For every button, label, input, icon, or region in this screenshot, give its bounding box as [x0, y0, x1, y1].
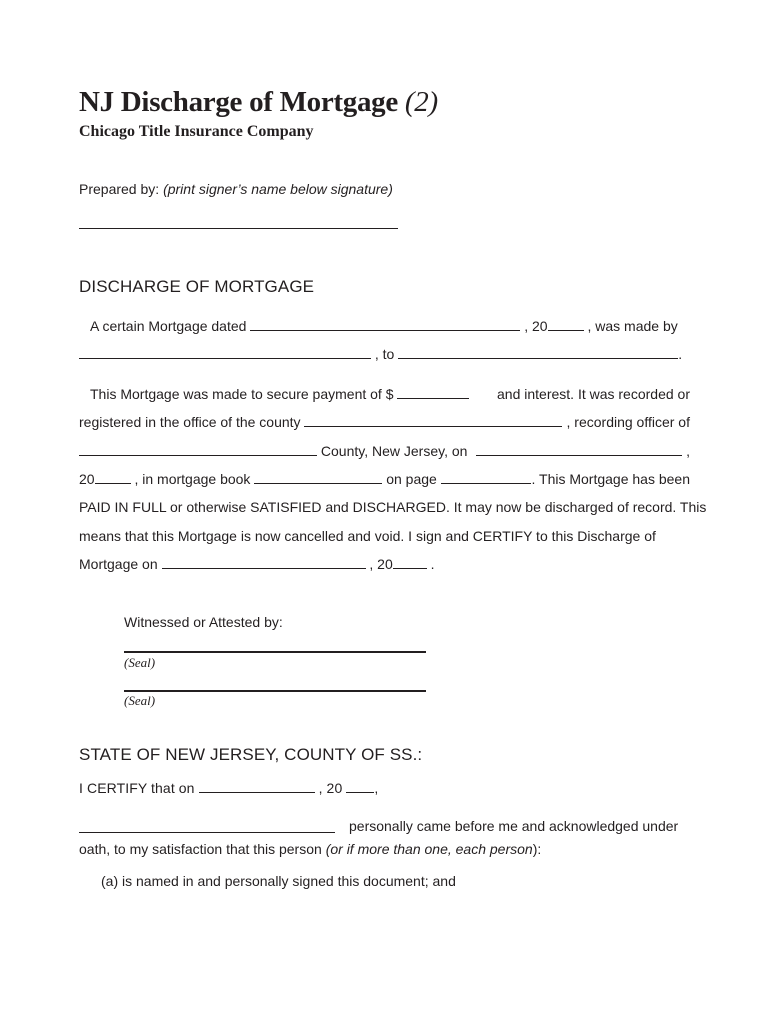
- discharge-year-field[interactable]: [393, 567, 427, 569]
- cancelled-line: means that this Mortgage is now cancelled and void. I sign and CERTIFY to this Discharge of: [79, 528, 656, 544]
- recorded-date-field[interactable]: [476, 454, 682, 456]
- mortgagor-field[interactable]: [79, 357, 371, 359]
- recording-officer-field[interactable]: [79, 454, 317, 456]
- payment-line: This Mortgage was made to secure payment of $ and interest. It was recorded or: [90, 386, 690, 402]
- certify-date-line: Mortgage on , 20 .: [79, 556, 435, 572]
- company-name: Chicago Title Insurance Company: [79, 123, 314, 140]
- book-page-line: 20 , in mortgage book on page . This Mortgage has been: [79, 471, 690, 487]
- county-office-field[interactable]: [304, 425, 562, 427]
- witness-signature-line-1[interactable]: [124, 651, 426, 653]
- paid-in-full-line: PAID IN FULL or otherwise SATISFIED and DISCHARGED. It may now be discharged of record. This: [79, 499, 707, 515]
- mortgagor-line: , to .: [79, 346, 682, 362]
- acknowledgment-year-field[interactable]: [346, 791, 374, 793]
- certify-acknowledgment-line: I CERTIFY that on , 20 ,: [79, 780, 379, 796]
- discharge-heading: DISCHARGE OF MORTGAGE: [79, 277, 315, 296]
- title-suffix: (2): [404, 86, 438, 118]
- item-a-text: (a) is named in and personally signed this document; and: [101, 873, 456, 889]
- prepared-by-note: (print signer’s name below signature): [163, 181, 393, 197]
- mortgage-book-field[interactable]: [254, 482, 382, 484]
- mortgage-year-field[interactable]: [548, 329, 584, 331]
- signer-name-line[interactable]: [79, 832, 335, 833]
- mortgagee-field[interactable]: [398, 357, 678, 359]
- oath-line: oath, to my satisfaction that this person (or if more than one, each person):: [79, 841, 542, 857]
- registered-line: registered in the office of the county , recording officer of: [79, 414, 690, 430]
- payment-amount-field[interactable]: [397, 397, 469, 399]
- state-county-heading: STATE OF NEW JERSEY, COUNTY OF SS.:: [79, 745, 423, 764]
- prepared-by-label: Prepared by:: [79, 181, 160, 197]
- mortgage-date-field[interactable]: [250, 329, 520, 331]
- county-line: County, New Jersey, on ,: [79, 443, 690, 459]
- recorded-year-field[interactable]: [95, 482, 131, 484]
- prepared-by: [79, 181, 393, 197]
- preparer-signature-line[interactable]: [79, 228, 398, 229]
- witness-signature-line-2[interactable]: [124, 690, 426, 692]
- personally-came-text: personally came before me and acknowledged under: [349, 818, 679, 834]
- page-number-field[interactable]: [441, 482, 531, 484]
- seal-label-1: (Seal): [124, 655, 156, 670]
- acknowledgment-date-field[interactable]: [199, 791, 315, 793]
- seal-label-2: (Seal): [124, 693, 156, 708]
- discharge-date-field[interactable]: [162, 567, 366, 569]
- document-title: NJ Discharge of Mortgage (2): [79, 86, 438, 118]
- witness-label: Witnessed or Attested by:: [124, 614, 283, 630]
- mortgage-dated-line: A certain Mortgage dated , 20 , was made by: [90, 318, 678, 334]
